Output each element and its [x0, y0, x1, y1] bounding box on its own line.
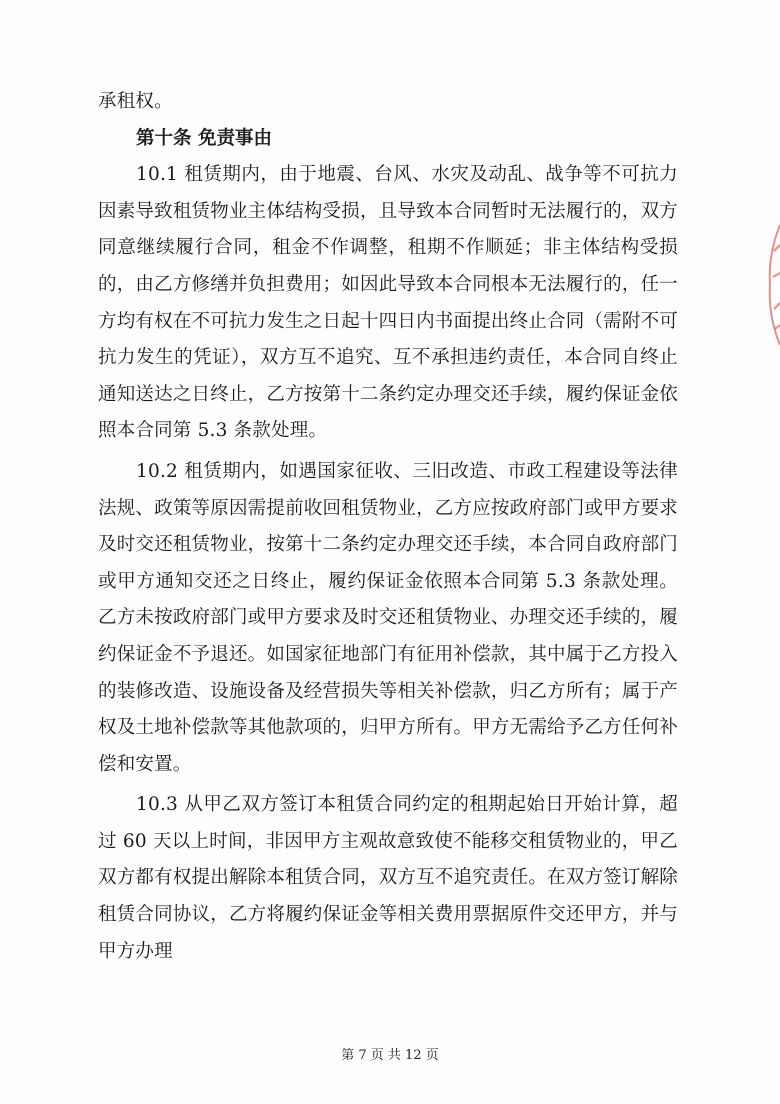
continuation-text: 承租权。 — [98, 91, 173, 112]
page-number-footer: 第 7 页 共 12 页 — [341, 1048, 439, 1063]
section-heading: 第十条 免责事由 — [136, 127, 272, 149]
seal-stamp-edge — [762, 225, 780, 345]
clause-10-1: 10.1 租赁期内，由于地震、台风、水灾及动乱、战争等不可抗力因素导致租赁物业主体结构受损，且导致本合同暂时无法履行的，双方同意继续履行合同，租金不作调整，租期不作顺延；非主体结构受损的，由乙方修缮并负担费用；如因此导致本合同根本无法履行的，任一方均有权在不可抗力发生之日起十四日内书面提出终止合同（需附不可抗力发生的凭证），双方互不追究、互不承担违约责任，本合同自终止通知送达之日终止，乙方按第十二条约定办理交还手续，履约保证金依照本合同第 5.3 条款处理。 — [98, 164, 678, 442]
clause-10-2: 10.2 租赁期内，如遇国家征收、三旧改造、市政工程建设等法律法规、政策等原因需提前收回租赁物业，乙方应按政府部门或甲方要求及时交还租赁物业，按第十二条约定办理交还手续，本合同自政府部门或甲方通知交还之日终止，履约保证金依照本合同第 5.3 条款处理。乙方未按政府部门或甲方要求及时交还租赁物业、办理交还手续的，履约保证金不予退还。如国家征地部门有征用补偿款，其中属于乙方投入的装修改造、设施设备及经营损失等相关补偿款，归乙方所有；属于产权及土地补偿款等其他款项的，归甲方所有。甲方无需给予乙方任何补偿和安置。 — [98, 460, 678, 775]
document-body — [98, 84, 678, 970]
clause-10-3: 10.3 从甲乙双方签订本租赁合同约定的租期起始日开始计算，超过 60 天以上时间，非因甲方主观故意致使不能移交租赁物业的，甲乙双方都有权提出解除本租赁合同，双方互不追究责任。在双方签订解除租赁合同协议，乙方将履约保证金等相关费用票据原件交还甲方，并与甲方办理 — [98, 794, 678, 962]
